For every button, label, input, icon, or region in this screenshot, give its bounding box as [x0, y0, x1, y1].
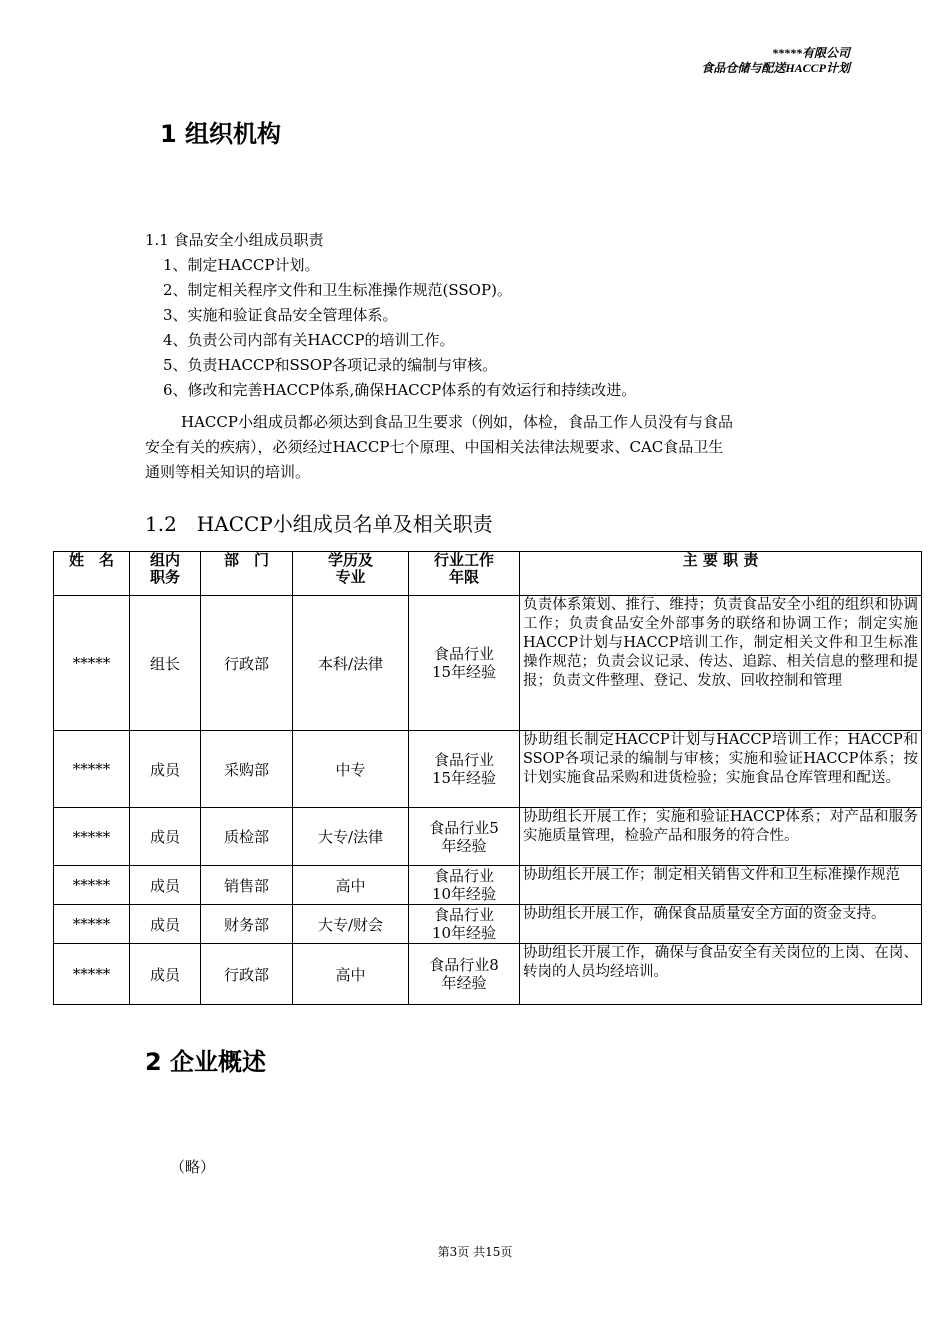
section-1-heading: 1 组织机构 — [160, 120, 282, 148]
section-2-heading: 2 企业概述 — [145, 1048, 267, 1076]
cell-duty: 协助组长开展工作，确保食品质量安全方面的资金支持。 — [520, 905, 922, 944]
cell-education: 大专/财会 — [293, 905, 409, 944]
section-1-1 — [145, 228, 865, 488]
cell-education: 本科/法律 — [293, 596, 409, 731]
cell-role: 成员 — [130, 866, 201, 905]
cell-role: 成员 — [130, 905, 201, 944]
cell-role: 成员 — [130, 944, 201, 1005]
paragraph-line: 通则等相关知识的培训。 — [145, 463, 311, 481]
cell-role: 成员 — [130, 731, 201, 808]
header-years: 行业工作 年限 — [409, 552, 520, 596]
cell-duty: 协助组长制定HACCP计划与HACCP培训工作；HACCP和SSOP各项记录的编制与审核；实施和验证HACCP体系；按计划实施食品采购和进货检验；实施食品仓库管理和配送。 — [520, 731, 922, 808]
cell-name: ***** — [54, 866, 130, 905]
cell-name: ***** — [54, 905, 130, 944]
cell-duty: 协助组长开展工作，确保与食品安全有关岗位的上岗、在岗、转岗的人员均经培训。 — [520, 944, 922, 1005]
table-header-row — [54, 552, 922, 596]
subsection-title: 1.1 食品安全小组成员职责 — [145, 231, 324, 249]
duty-item: 4、负责公司内部有关HACCP的培训工作。 — [163, 331, 455, 349]
table-row — [54, 905, 922, 944]
cell-name: ***** — [54, 808, 130, 866]
cell-years: 食品行业8 年经验 — [409, 944, 520, 1005]
paragraph-line: HACCP小组成员都必须达到食品卫生要求（例如，体检，食品工作人员没有与食品 — [181, 413, 733, 431]
table-row — [54, 731, 922, 808]
table-row — [54, 808, 922, 866]
page-header — [701, 46, 850, 76]
document-title: 食品仓储与配送HACCP计划 — [701, 61, 850, 75]
cell-name: ***** — [54, 944, 130, 1005]
paragraph-line: 安全有关的疾病），必须经过HACCP七个原理、中国相关法律法规要求、CAC食品卫生 — [145, 438, 724, 456]
company-name: *****有限公司 — [771, 46, 850, 60]
table-row — [54, 944, 922, 1005]
cell-education: 大专/法律 — [293, 808, 409, 866]
cell-dept: 财务部 — [201, 905, 293, 944]
cell-years: 食品行业5 年经验 — [409, 808, 520, 866]
section-2-body: （略） — [170, 1158, 216, 1176]
cell-role: 成员 — [130, 808, 201, 866]
table-row — [54, 596, 922, 731]
header-duties: 主 要 职 责 — [520, 552, 922, 596]
cell-duty: 负责体系策划、推行、维持；负责食品安全小组的组织和协调工作；负责食品安全外部事务的联络和协调工作；制定实施HACCP计划与HACCP培训工作，制定相关文件和卫生标准操作规范；负责会议记录、传达、追踪、相关信息的整理和提报；负责文件整理、登记、发放、回收控制和管理 — [520, 596, 922, 731]
cell-years: 食品行业 10年经验 — [409, 866, 520, 905]
cell-dept: 质检部 — [201, 808, 293, 866]
cell-education: 高中 — [293, 866, 409, 905]
header-dept: 部 门 — [201, 552, 293, 596]
cell-name: ***** — [54, 731, 130, 808]
cell-dept: 销售部 — [201, 866, 293, 905]
header-name: 姓 名 — [54, 552, 130, 596]
table-title: 1.2 HACCP小组成员名单及相关职责 — [145, 512, 493, 536]
cell-role: 组长 — [130, 596, 201, 731]
header-role: 组内 职务 — [130, 552, 201, 596]
cell-dept: 行政部 — [201, 944, 293, 1005]
cell-education: 中专 — [293, 731, 409, 808]
cell-years: 食品行业 10年经验 — [409, 905, 520, 944]
header-education: 学历及 专业 — [293, 552, 409, 596]
duty-item: 3、实施和验证食品安全管理体系。 — [163, 306, 398, 324]
cell-duty: 协助组长开展工作；制定相关销售文件和卫生标准操作规范 — [520, 866, 922, 905]
duty-item: 6、修改和完善HACCP体系,确保HACCP体系的有效运行和持续改进。 — [163, 381, 637, 399]
cell-education: 高中 — [293, 944, 409, 1005]
duty-item: 2、制定相关程序文件和卫生标准操作规范(SSOP)。 — [163, 281, 512, 299]
table-row — [54, 866, 922, 905]
cell-years: 食品行业 15年经验 — [409, 596, 520, 731]
cell-duty: 协助组长开展工作；实施和验证HACCP体系；对产品和服务实施质量管理，检验产品和服务的符合性。 — [520, 808, 922, 866]
cell-dept: 采购部 — [201, 731, 293, 808]
members-table — [53, 551, 922, 1005]
cell-name: ***** — [54, 596, 130, 731]
duty-item: 1、制定HACCP计划。 — [163, 256, 320, 274]
duty-item: 5、负责HACCP和SSOP各项记录的编制与审核。 — [163, 356, 498, 374]
cell-years: 食品行业 15年经验 — [409, 731, 520, 808]
cell-dept: 行政部 — [201, 596, 293, 731]
page-footer: 第3页 共15页 — [437, 1245, 513, 1259]
